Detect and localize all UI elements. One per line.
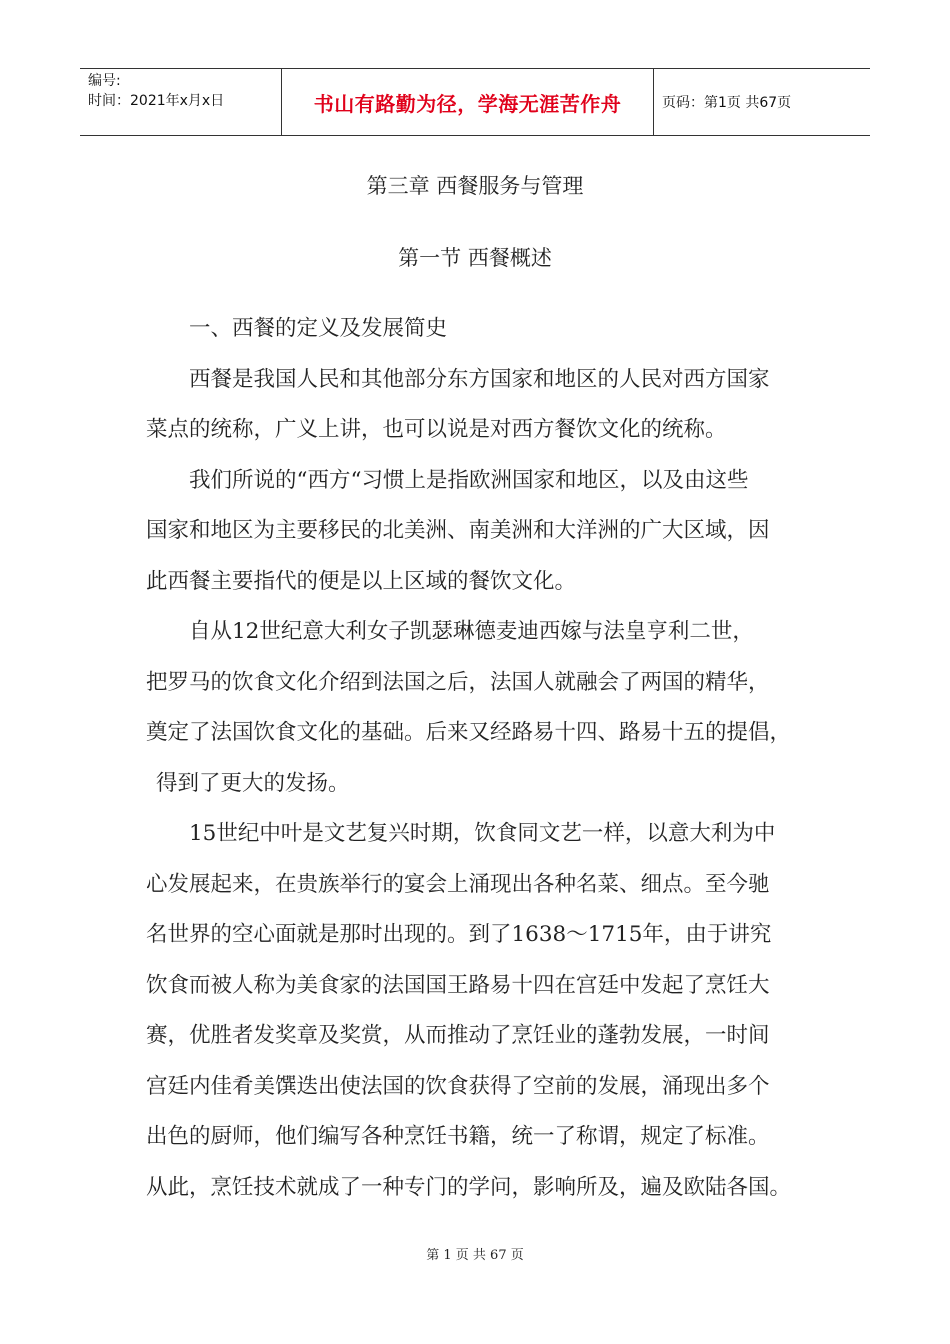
paragraph-line: 从此，烹饪技术就成了一种专门的学问，影响所及，遍及欧陆各国。 bbox=[146, 1174, 792, 1200]
paragraph-line: 此西餐主要指代的便是以上区域的餐饮文化。 bbox=[146, 568, 577, 594]
paragraph-line: 饮食而被人称为美食家的法国国王路易十四在宫廷中发起了烹饪大 bbox=[146, 972, 770, 998]
document-date: 时间：2021年x月x日 bbox=[88, 93, 225, 109]
paragraph-line: 宫廷内佳肴美馔迭出使法国的饮食获得了空前的发展，涌现出多个 bbox=[146, 1073, 770, 1099]
paragraph-line: 得到了更大的发扬。 bbox=[156, 770, 350, 796]
header-page-cell bbox=[654, 69, 870, 135]
paragraph-line: 自从12世纪意大利女子凯瑟琳德麦迪西嫁与法皇亨利二世， bbox=[189, 619, 754, 644]
paragraph-line: 国家和地区为主要移民的北美洲、南美洲和大洋洲的广大区域，因 bbox=[146, 518, 770, 543]
subheading-line: 一、西餐的定义及发展简史 bbox=[189, 316, 448, 341]
body-text bbox=[146, 314, 806, 1223]
page-footer: 第 1 页 共 67 页 bbox=[426, 1248, 524, 1263]
paragraph-line: 奠定了法国饮食文化的基础。后来又经路易十四、路易十五的提倡， bbox=[146, 720, 792, 745]
section-title: 第一节 西餐概述 bbox=[398, 246, 552, 270]
header-motto-cell bbox=[281, 69, 654, 135]
paragraph-line: 把罗马的饮食文化介绍到法国之后，法国人就融会了两国的精华， bbox=[146, 669, 770, 695]
paragraph-line: 我们所说的“西方“习惯上是指欧洲国家和地区，以及由这些 bbox=[189, 467, 749, 493]
paragraph-line: 心发展起来，在贵族举行的宴会上涌现出各种名菜、细点。至今驰 bbox=[146, 871, 770, 897]
paragraph-line: 菜点的统称，广义上讲，也可以说是对西方餐饮文化的统称。 bbox=[146, 417, 727, 442]
header-motto: 书山有路勤为径，学海无涯苦作舟 bbox=[313, 91, 622, 116]
paragraph-line: 赛，优胜者发奖章及奖赏，从而推动了烹饪业的蓬勃发展，一时间 bbox=[146, 1023, 770, 1048]
paragraph-line: 名世界的空心面就是那时出现的。到了1638～1715年，由于讲究 bbox=[146, 922, 772, 947]
document-number-label: 编号: bbox=[88, 73, 121, 89]
chapter-title: 第三章 西餐服务与管理 bbox=[366, 174, 584, 198]
paragraph-line: 出色的厨师，他们编写各种烹饪书籍，统一了称谓，规定了标准。 bbox=[146, 1124, 770, 1149]
paragraph-line: 西餐是我国人民和其他部分东方国家和地区的人民对西方国家 bbox=[189, 366, 770, 392]
header-table bbox=[80, 68, 870, 136]
header-page-info: 页码：第1页 共67页 bbox=[662, 95, 792, 111]
header-meta-cell bbox=[80, 69, 281, 135]
paragraph-line: 15世纪中叶是文艺复兴时期，饮食同文艺一样，以意大利为中 bbox=[189, 821, 776, 846]
